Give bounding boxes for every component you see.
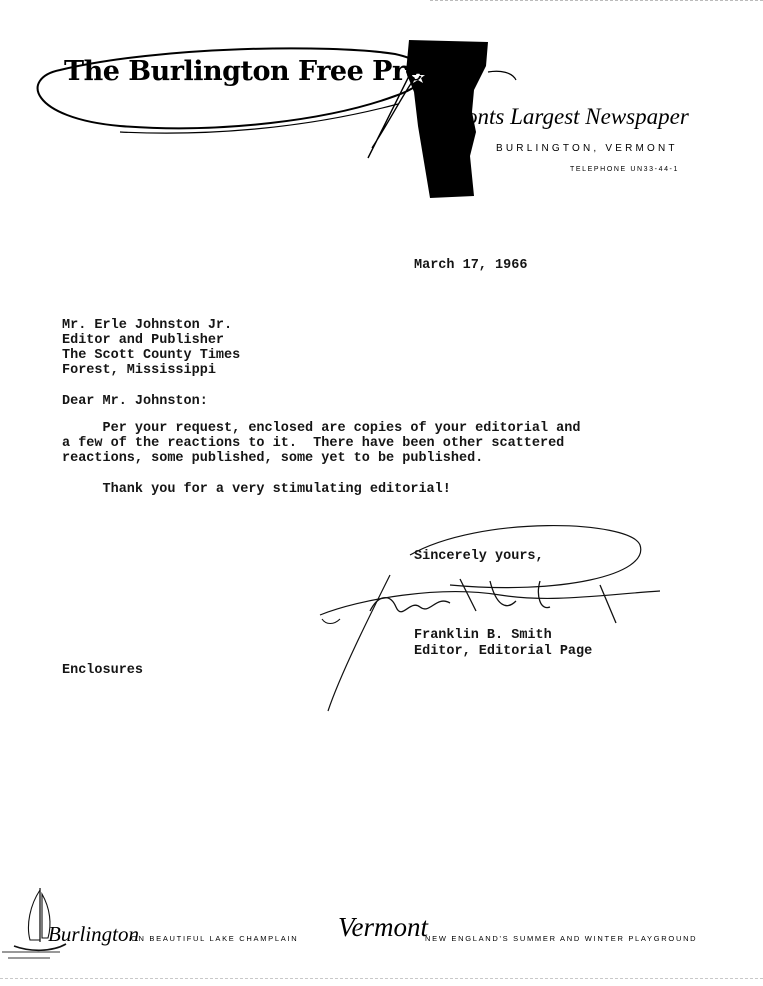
paragraph-line: reactions, some published, some yet to be published. [62,451,484,466]
footer-burlington: Burlington [48,922,140,946]
newspaper-city: BURLINGTON, VERMONT [496,143,678,154]
bottom-edge-mark [0,978,763,979]
handwritten-signature [300,515,670,715]
newspaper-masthead: The Burlington Free Press [64,56,452,87]
footer-playground: NEW ENGLAND'S SUMMER AND WINTER PLAYGROUND [425,934,698,943]
salutation: Dear Mr. Johnston: [62,394,208,409]
closing-salutation: Sincerely yours, [414,549,544,564]
paragraph-line: Per your request, enclosed are copies of your editorial and [62,421,581,436]
newspaper-tagline: onts Largest Newspaper [466,104,689,129]
letter-date: March 17, 1966 [414,258,528,273]
masthead-swash [488,71,516,80]
paragraph-line: a few of the reactions to it. There have been other scattered [62,436,565,451]
footer-vermont: Vermont [338,912,428,942]
enclosures-note: Enclosures [62,663,144,678]
newspaper-telephone: TELEPHONE UN33-44-1 [570,166,679,173]
recipient-line: Mr. Erle Johnston Jr. [62,318,233,333]
footer-lake: ON BEAUTIFUL LAKE CHAMPLAIN [131,934,299,943]
signer-name: Franklin B. Smith [414,628,552,643]
recipient-line: The Scott County Times [62,348,241,363]
recipient-line: Editor and Publisher [62,333,225,348]
signer-title: Editor, Editorial Page [414,644,593,659]
recipient-line: Forest, Mississippi [62,363,216,378]
closing-paragraph: Thank you for a very stimulating editorial! [62,482,451,497]
